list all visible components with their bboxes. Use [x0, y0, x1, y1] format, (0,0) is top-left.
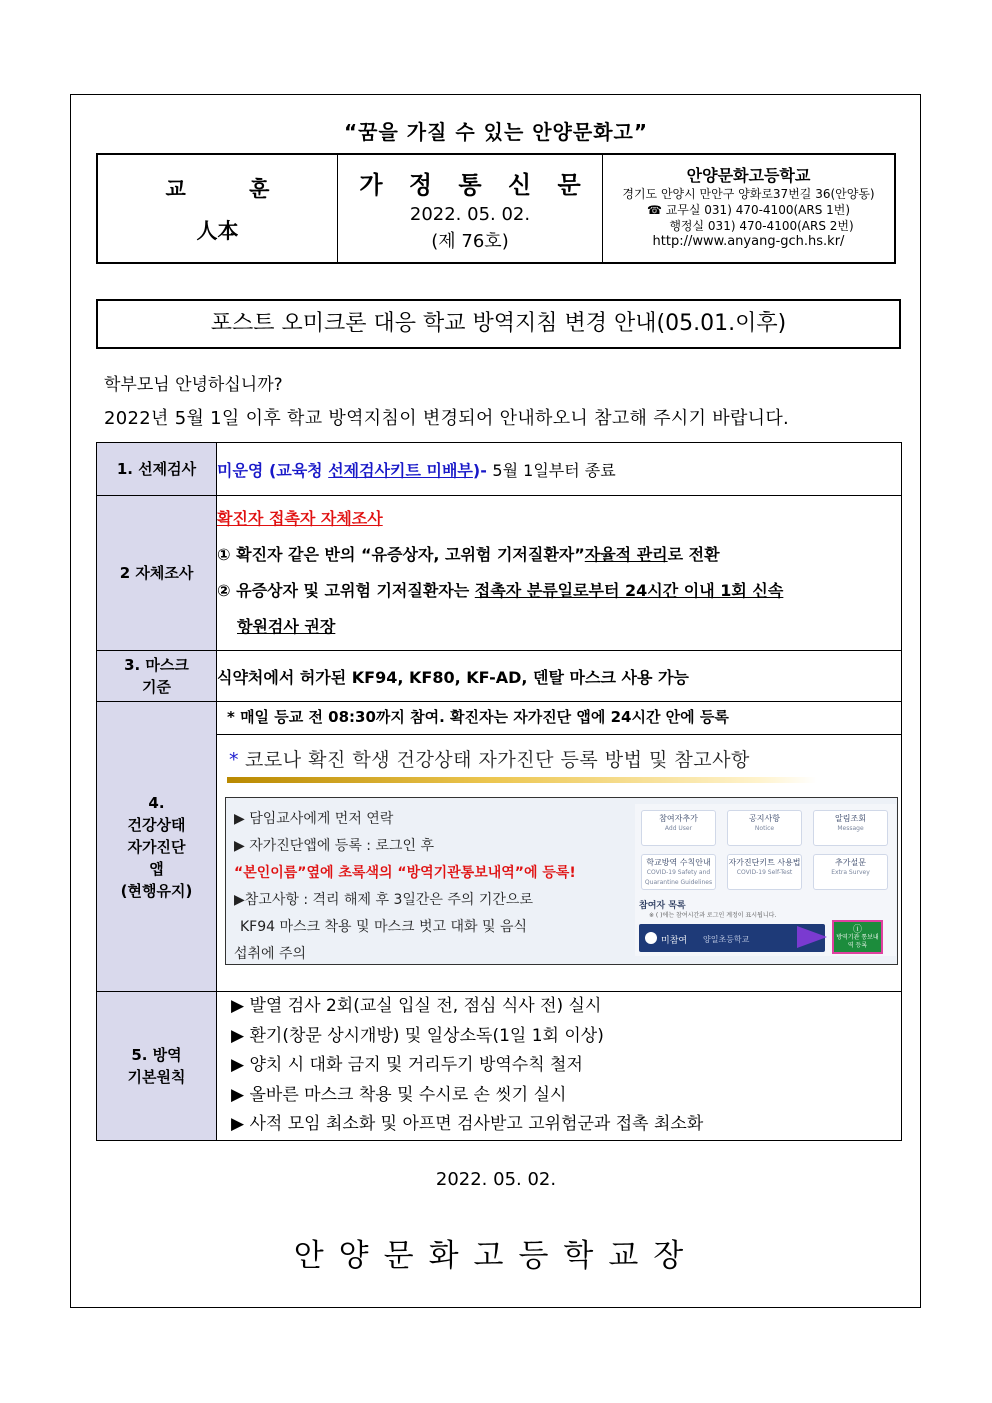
play-icon [645, 932, 657, 944]
info-text-block [234, 806, 576, 968]
rule-item: ▶ 올바른 마스크 착용 및 수시로 손 씻기 실시 [231, 1084, 567, 1105]
school-motto: “꿈을 가질 수 있는 안양문화고” [344, 120, 648, 144]
covid-guide-title [229, 749, 750, 771]
tile-label: 자가진단키트 사용법 [728, 858, 801, 867]
covid-info-box [225, 797, 898, 965]
kit-not-distributed: 선제검사키트 미배부 [328, 460, 473, 480]
row-label: 1. 선제검사 [97, 443, 217, 496]
rule-item: ▶ 사적 모임 최소화 및 아프면 검사받고 고위험군과 접촉 최소화 [231, 1114, 704, 1134]
school-name: 안양문화고등학교 [686, 165, 811, 185]
label-line: 건강상태 [127, 815, 186, 834]
tile-sub: Notice [754, 825, 775, 832]
guideline-table [96, 442, 902, 1141]
doc-date: 2022. 05. 02. [409, 203, 531, 225]
tile-sub: COVID-19 Self-Test [736, 869, 793, 876]
greeting: 학부모님 안녕하십니까? [104, 375, 283, 395]
row-content [217, 702, 902, 992]
school-address: 경기도 안양시 만안구 양화로37번길 36(안양동) [622, 186, 875, 201]
tile-sub: Extra Survey [831, 869, 870, 876]
label-line: 5. 방역 [131, 1045, 182, 1064]
tile-label: 알림조회 [835, 814, 866, 823]
table-row [97, 651, 902, 702]
self-diagnosis-note: * 매일 등교 전 08:30까지 참여. 확진자는 자가진단 앱에 24시간 안에 등록 [217, 702, 901, 735]
doc-type: 가 정 통 신 문 [359, 170, 590, 199]
item-underlined: 항원검사 권장 [237, 617, 336, 636]
info-line: ▶ 자가진단앱에 등록 : 로그인 후 [234, 838, 435, 854]
tile-sub: Message [837, 825, 864, 832]
info-line: ▶ 담임교사에게 먼저 연락 [234, 811, 394, 827]
label-line: 3. 마스크 [124, 656, 189, 674]
row-label [97, 651, 217, 702]
doc-info-cell [338, 155, 603, 262]
item-underlined: 자율적 관리 [584, 545, 668, 564]
alert-icon: ⓘ [852, 925, 862, 935]
info-line: 섭취에 주의 [234, 946, 307, 962]
footer-date: 2022. 05. 02. [435, 1169, 557, 1190]
self-investigation-heading: 확진자 접촉자 자체조사 [217, 509, 383, 528]
app-note: ※ ( )에는 참여시간과 로그인 계정이 표시됩니다. [649, 912, 777, 919]
app-tile-self-test [727, 854, 802, 890]
tile-label: 학교방역 수칙안내 [646, 858, 711, 867]
info-line-highlight: “본인이름”옆에 초록색의 “방역기관통보내역”에 등록! [234, 865, 576, 881]
row-label [97, 702, 217, 992]
end-date-text: 5월 1일부터 종료 [492, 460, 616, 480]
header-table [96, 153, 896, 264]
admin-phone: 행정실 031) 470-4100(ARS 2번) [669, 218, 854, 233]
label-line: 자가진단 [127, 837, 186, 856]
star-icon: * [229, 749, 239, 771]
notice-title: 포스트 오미크론 대응 학교 방역지침 변경 안내(05.01.이후) [96, 299, 901, 349]
item-underlined: 접촉자 분류일로부터 24시간 이내 1회 신속 [474, 581, 784, 600]
investigation-item-1 [217, 537, 901, 573]
office-phone: ☎ 교무실 031) 470-4100(ARS 1번) [646, 202, 851, 217]
app-tile-survey [813, 854, 888, 890]
school-creed-cell [98, 155, 338, 262]
label-line: 기준 [142, 678, 171, 696]
info-line: KF94 마스크 착용 및 마스크 벗고 대화 및 음식 [240, 919, 528, 935]
item-text: 로 전환 [667, 545, 720, 564]
app-tile-guidelines [641, 854, 716, 890]
row-label: 2 자체조사 [97, 496, 217, 651]
rule-item: ▶ 환기(창문 상시개방) 및 일상소독(1일 1회 이상) [231, 1025, 604, 1046]
row-content [217, 992, 902, 1141]
item-text: ① 확진자 같은 반의 “유증상자, 고위험 기저질환자” [217, 545, 585, 564]
app-bar-button: 미참여 [661, 936, 688, 946]
investigation-item-2 [217, 573, 901, 609]
investigation-item-2-cont [217, 609, 901, 645]
app-screenshot [635, 804, 896, 956]
app-bar-school: 양일초등학교 [703, 935, 750, 944]
table-row [97, 496, 902, 651]
paren-close: )- [472, 460, 493, 480]
rule-item: ▶ 발열 검사 2회(교실 입실 전, 점심 식사 전) 실시 [231, 996, 602, 1016]
row-content [217, 443, 902, 496]
green-button-label: 방역기관 통보내역 등록 [836, 934, 879, 949]
item-text: ② 유증상자 및 고위험 기저질환자는 [217, 581, 475, 600]
app-tile-notice [727, 810, 802, 846]
table-row [97, 702, 902, 992]
gold-underline [227, 777, 817, 783]
issue-number: (제 76호) [431, 230, 509, 252]
tile-sub: Add User [664, 825, 693, 832]
intro-text: 2022년 5월 1일 이후 학교 방역지침이 변경되어 안내하오니 참고해 주시기 바랍니다. [104, 408, 790, 429]
creed-value: 人本 [196, 218, 239, 243]
tile-label: 추가설문 [835, 858, 866, 867]
info-line: ▶참고사항 : 격리 해제 후 3일간은 주의 기간으로 [234, 892, 533, 908]
principal-signature: 안양문화고등학교장 [293, 1238, 699, 1274]
label-line: 4. [148, 793, 165, 812]
tile-sub: COVID-19 Safety and Quarantine Guidelines [644, 869, 713, 886]
table-row [97, 992, 902, 1141]
school-contact-cell [603, 155, 894, 262]
mask-standard-text: 식약처에서 허가된 KF94, KF80, KF-AD, 덴탈 마스크 사용 가능 [217, 651, 902, 702]
rule-item: ▶ 양치 시 대화 금지 및 거리두기 방역수칙 철저 [231, 1055, 583, 1075]
row-label [97, 992, 217, 1141]
app-list-title: 참여자 목록 [639, 901, 686, 911]
label-line: (현행유지) [120, 881, 193, 900]
label-line: 기본원칙 [127, 1067, 186, 1086]
covid-guide-header [217, 735, 901, 789]
table-row [97, 443, 902, 496]
label-line: 앱 [149, 859, 164, 878]
creed-label: 교 훈 [165, 176, 298, 201]
pointer-arrow-icon [797, 926, 827, 948]
app-tile-add-user [641, 810, 716, 846]
row-content [217, 496, 902, 651]
school-website[interactable]: http://www.anyang-gch.hs.kr/ [652, 233, 845, 249]
app-green-button [832, 920, 883, 954]
tile-label: 공지사항 [749, 814, 780, 823]
covid-title-text: 코로나 확진 학생 건강상태 자가진단 등록 방법 및 참고사항 [245, 749, 750, 771]
tile-label: 참여자추가 [659, 814, 698, 823]
app-tile-message [813, 810, 888, 846]
preemptive-test-status: 미운영 (교육청 [217, 460, 329, 480]
